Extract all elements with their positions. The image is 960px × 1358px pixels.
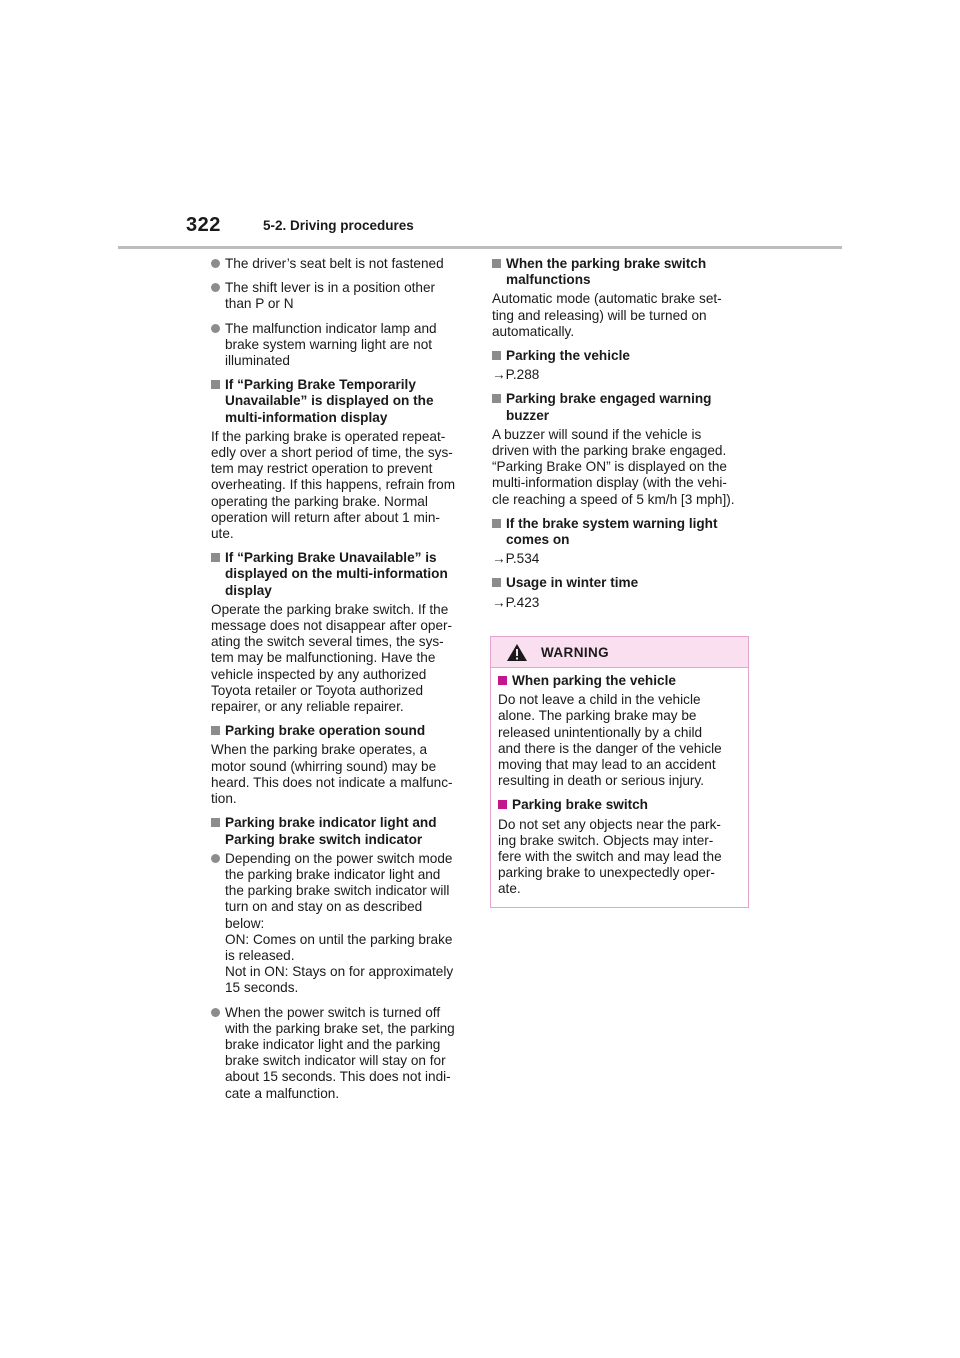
text-line: operating the parking brake. Normal bbox=[211, 493, 428, 509]
text-line: tion. bbox=[211, 791, 237, 807]
text-line: comes on bbox=[506, 532, 570, 548]
text-line: ting and releasing) will be turned on bbox=[492, 307, 707, 323]
text-line: Automatic mode (automatic brake set- bbox=[492, 291, 722, 307]
bullet-dot-icon bbox=[211, 283, 220, 292]
warning-title: WARNING bbox=[541, 645, 610, 660]
square-marker-icon bbox=[492, 519, 501, 528]
text-line: display bbox=[225, 582, 272, 598]
warning-heading-switch bbox=[498, 797, 742, 813]
page-number: 322 bbox=[186, 214, 221, 236]
text-line: resulting in death or serious injury. bbox=[498, 773, 705, 789]
text-line: tem may be malfunctioning. Have the bbox=[211, 650, 436, 666]
text-line: If the parking brake is operated repeat- bbox=[211, 428, 446, 444]
text-line: If “Parking Brake Temporarily bbox=[225, 377, 416, 393]
text-line: than P or N bbox=[225, 296, 294, 312]
text-line: multi-information display (with the vehi- bbox=[492, 475, 727, 491]
square-marker-icon bbox=[498, 800, 507, 809]
text-line: malfunctions bbox=[506, 272, 591, 288]
text-line: Operate the parking brake switch. If the bbox=[211, 601, 449, 617]
page-reference-link[interactable]: →P.534 bbox=[492, 551, 540, 567]
text-line: tem may restrict operation to prevent bbox=[211, 461, 433, 477]
text-line: is released. bbox=[225, 947, 295, 963]
left-column bbox=[211, 256, 467, 1110]
text-line: vehicle inspected by any authorized bbox=[211, 666, 427, 682]
page-reference-link[interactable]: →P.288 bbox=[492, 367, 540, 383]
text-line: released unintentionally by a child bbox=[498, 724, 703, 740]
warning-box bbox=[490, 636, 749, 908]
paragraph bbox=[211, 742, 467, 807]
bullet-item bbox=[211, 321, 467, 370]
warning-paragraph bbox=[498, 817, 742, 898]
text-line: heard. This does not indicate a malfunc- bbox=[211, 774, 453, 790]
paragraph bbox=[492, 291, 752, 340]
text-line: If “Parking Brake Unavailable” is bbox=[225, 550, 437, 566]
heading-unavailable bbox=[211, 550, 467, 599]
text-line: When the parking brake operates, a bbox=[211, 742, 428, 758]
square-marker-icon bbox=[492, 351, 501, 360]
heading-switch-malfunction bbox=[492, 256, 752, 288]
text-line: cate a malfunction. bbox=[225, 1085, 340, 1101]
paragraph bbox=[211, 602, 467, 715]
square-marker-icon bbox=[211, 553, 220, 562]
square-marker-icon bbox=[492, 259, 501, 268]
text-line: fere with the switch and may lead the bbox=[498, 849, 722, 865]
bullet-item bbox=[211, 1005, 467, 1102]
text-line: If the brake system warning light bbox=[506, 515, 718, 531]
text-line: the parking brake indicator light and bbox=[225, 866, 441, 882]
heading-warning-light bbox=[492, 516, 752, 548]
bullet-dot-icon bbox=[211, 259, 220, 268]
text-line: 15 seconds. bbox=[225, 980, 299, 996]
text-line: ing brake switch. Objects may inter- bbox=[498, 832, 714, 848]
text-line: Usage in winter time bbox=[506, 575, 639, 591]
text-line: cle reaching a speed of 5 km/h [3 mph]). bbox=[492, 491, 735, 507]
text-line: overheating. If this happens, refrain from bbox=[211, 477, 456, 493]
text-line: repairer, or any reliable repairer. bbox=[211, 699, 404, 715]
square-marker-icon bbox=[492, 394, 501, 403]
bullet-dot-icon bbox=[211, 324, 220, 333]
text-line: Parking brake switch indicator bbox=[225, 831, 423, 847]
square-marker-icon bbox=[498, 676, 507, 685]
text-line: ON: Comes on until the parking brake bbox=[225, 931, 453, 947]
text-line: Parking brake indicator light and bbox=[225, 815, 437, 831]
heading-indicator bbox=[211, 815, 467, 847]
section-title: 5-2. Driving procedures bbox=[263, 218, 414, 233]
text-line: moving that may lead to an accident bbox=[498, 757, 716, 773]
heading-winter bbox=[492, 575, 752, 591]
text-line: automatically. bbox=[492, 323, 575, 339]
text-line: turn on and stay on as described bbox=[225, 899, 423, 915]
right-column bbox=[492, 256, 752, 619]
bullet-item bbox=[211, 851, 467, 997]
text-line: illuminated bbox=[225, 353, 290, 369]
page-reference-link[interactable]: →P.423 bbox=[492, 594, 540, 610]
text-line: The driver’s seat belt is not fastened bbox=[225, 256, 444, 271]
text-line: “Parking Brake ON” is displayed on the bbox=[492, 459, 727, 475]
warning-triangle-icon bbox=[506, 643, 528, 667]
warning-paragraph bbox=[498, 692, 742, 789]
warning-heading-parking bbox=[498, 673, 742, 689]
text-line: ute. bbox=[211, 526, 234, 542]
heading-temporarily-unavailable bbox=[211, 377, 467, 426]
page-header bbox=[118, 212, 842, 249]
heading-parking-vehicle bbox=[492, 348, 752, 364]
text-line: operation will return after about 1 min- bbox=[211, 509, 440, 525]
text-line: Depending on the power switch mode bbox=[225, 850, 453, 866]
text-line: A buzzer will sound if the vehicle is bbox=[492, 426, 702, 442]
text-line: and there is the danger of the vehicle bbox=[498, 740, 722, 756]
text-line: Parking brake switch bbox=[512, 797, 648, 813]
bullet-item bbox=[211, 280, 467, 312]
warning-header bbox=[491, 637, 748, 668]
text-line: ating the switch several times, the sys- bbox=[211, 634, 444, 650]
text-line: multi-information display bbox=[225, 409, 388, 425]
text-line: Toyota retailer or Toyota authorized bbox=[211, 682, 424, 698]
text-line: Not in ON: Stays on for approximately bbox=[225, 964, 454, 980]
text-line: The shift lever is in a position other bbox=[225, 280, 436, 296]
paragraph bbox=[492, 427, 752, 508]
text-line: brake switch indicator will stay on for bbox=[225, 1053, 446, 1069]
text-line: brake system warning light are not bbox=[225, 336, 433, 352]
text-line: buzzer bbox=[506, 407, 550, 423]
text-line: the parking brake switch indicator will bbox=[225, 883, 450, 899]
warning-body bbox=[491, 668, 748, 898]
bullet-dot-icon bbox=[211, 854, 220, 863]
text-line: with the parking brake set, the parking bbox=[225, 1020, 455, 1036]
text-line: The malfunction indicator lamp and bbox=[225, 320, 437, 336]
text-line: Do not leave a child in the vehicle bbox=[498, 692, 701, 708]
square-marker-icon bbox=[211, 818, 220, 827]
text-line: edly over a short period of time, the sys- bbox=[211, 445, 453, 461]
square-marker-icon bbox=[492, 578, 501, 587]
text-line: displayed on the multi-information bbox=[225, 566, 448, 582]
text-line: When the power switch is turned off bbox=[225, 1004, 441, 1020]
text-line: When the parking brake switch bbox=[506, 256, 707, 271]
heading-operation-sound bbox=[211, 723, 467, 739]
text-line: parking brake to unexpectedly oper- bbox=[498, 865, 715, 881]
text-line: Do not set any objects near the park- bbox=[498, 816, 721, 832]
paragraph bbox=[211, 429, 467, 542]
bullet-dot-icon bbox=[211, 1008, 220, 1017]
text-line: message does not disappear after oper- bbox=[211, 618, 453, 634]
text-line: brake indicator light and the parking bbox=[225, 1036, 441, 1052]
square-marker-icon bbox=[211, 380, 220, 389]
heading-engaged-buzzer bbox=[492, 391, 752, 423]
text-line: Parking brake engaged warning bbox=[506, 391, 712, 407]
text-line: Parking the vehicle bbox=[506, 348, 630, 364]
bullet-item bbox=[211, 256, 467, 272]
text-line: ate. bbox=[498, 881, 521, 897]
text-line: about 15 seconds. This does not indi- bbox=[225, 1069, 451, 1085]
square-marker-icon bbox=[211, 726, 220, 735]
text-line: below: bbox=[225, 915, 265, 931]
text-line: driven with the parking brake engaged. bbox=[492, 443, 727, 459]
text-line: alone. The parking brake may be bbox=[498, 708, 697, 724]
text-line: Parking brake operation sound bbox=[225, 723, 426, 739]
text-line: motor sound (whirring sound) may be bbox=[211, 758, 437, 774]
text-line: When parking the vehicle bbox=[512, 673, 676, 688]
text-line: Unavailable” is displayed on the bbox=[225, 393, 434, 409]
